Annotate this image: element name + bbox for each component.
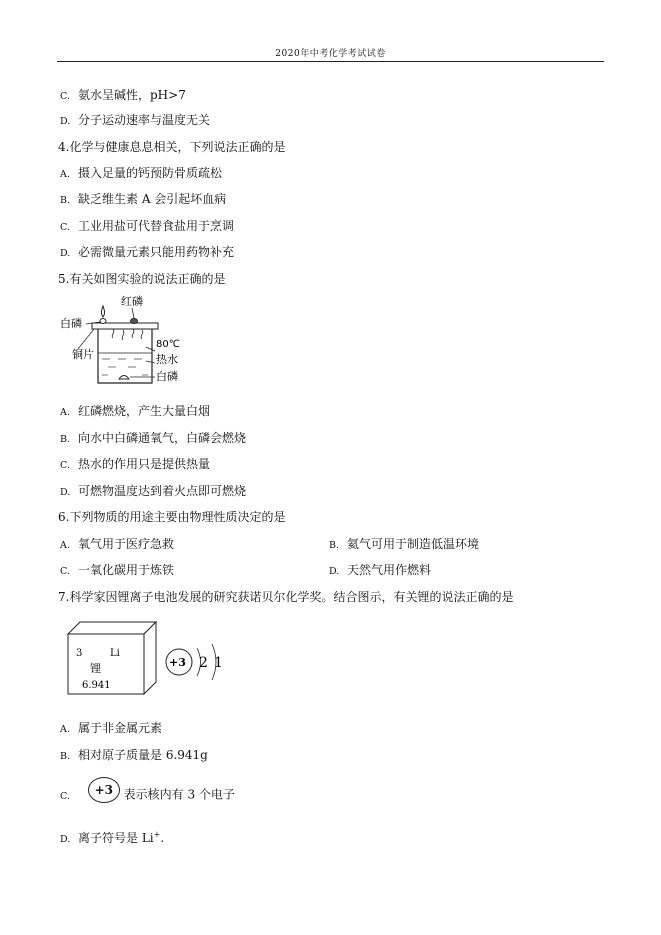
option-text: 氧气用于医疗急救 [78,537,175,551]
option-text: 分子运动速率与温度无关 [78,113,211,127]
q3-option-c [60,88,186,104]
label-temperature: 80℃ [156,339,180,350]
q7-option-d [60,828,164,847]
q4-option-b [60,192,226,208]
q5-option-a [60,404,210,420]
q4-option-a [60,166,222,182]
page-header: 2020年中考化学考试试卷 [275,49,386,59]
q7-option-a [60,721,162,737]
label-white-phosphorus-top: 白磷 [60,317,82,330]
option-text: 氨水呈碱性，pH>7 [78,88,186,102]
label-hot-water: 热水 [156,353,178,366]
option-label: D. [329,566,340,577]
option-text: 工业用盐可代替食盐用于烹调 [78,219,235,233]
q6-option-b [329,537,479,553]
shell-2-electrons: 1 [214,655,223,671]
q7-stem: 7.科学家因锂离子电池发展的研究获诺贝尔化学奖。结合图示，有关锂的说法正确的是 [58,590,514,604]
option-label: C. [60,222,70,233]
label-red-phosphorus: 红磷 [121,295,143,308]
option-label: D. [60,487,71,498]
lithium-element-figure [60,618,240,700]
option-text: 表示核内有 3 个电子 [123,787,235,802]
q7-option-c [60,783,235,804]
option-label: C. [60,460,70,471]
ion-charge: + [153,830,161,839]
option-text: 缺乏维生素 A 会引起坏血病 [78,192,227,206]
nucleus-charge: +3 [169,656,186,669]
option-text: 氦气可用于制造低温环境 [347,537,480,551]
q4-stem: 4.化学与健康息息相关，下列说法正确的是 [58,140,286,154]
option-label: C. [60,790,70,802]
option-label: C. [60,91,70,102]
option-text: 可燃物温度达到着火点即可燃烧 [78,484,247,498]
option-text: 相对原子质量是 6.941g [78,748,208,762]
q6-option-a [60,537,174,553]
q6-stem: 6.下列物质的用途主要由物理性质决定的是 [58,510,286,524]
q5-stem: 5.有关如图实验的说法正确的是 [58,272,226,286]
element-name: 锂 [90,662,101,675]
q5-option-c [60,457,210,473]
option-label: B. [60,434,71,445]
nucleus-symbol: +3 [88,777,120,803]
element-symbol: Li [110,648,120,659]
atomic-number: 3 [76,648,83,659]
option-label: A. [60,724,70,735]
option-text: 属于非金属元素 [78,721,163,735]
q5-option-d [60,484,246,500]
red-phosphorus [131,319,138,324]
option-text: 摄入足量的钙预防骨质疏松 [78,166,223,180]
option-label: B. [60,751,71,762]
option-label: D. [60,248,71,259]
option-text: 离子符号是 Li [78,831,154,845]
q4-option-d [60,245,234,261]
atomic-mass: 6.941 [82,680,111,691]
option-text: 向水中白磷通氧气，白磷会燃烧 [78,431,247,445]
option-text: 天然气用作燃料 [347,563,432,577]
q7-option-b [60,748,208,764]
q6-option-d [329,563,431,579]
shell-1-electrons: 2 [199,655,208,671]
option-label: B. [60,195,71,206]
option-label: D. [60,834,71,845]
option-label: A. [60,169,70,180]
q5-option-b [60,431,246,447]
combustion-experiment-figure [58,293,188,388]
option-label: D. [60,116,71,127]
label-white-phosphorus-bottom: 白磷 [156,370,178,383]
option-text: 一氧化碳用于炼铁 [78,563,175,577]
q4-option-c [60,219,234,235]
option-text: 红磷燃烧，产生大量白烟 [78,404,211,418]
white-phosphorus-in-water [119,376,129,380]
option-label: A. [60,407,70,418]
option-label: A. [60,540,70,551]
option-text: 热水的作用只是提供热量 [78,457,211,471]
option-text: 必需微量元素只能用药物补充 [78,245,235,259]
flame-icon [101,306,104,317]
option-label: B. [329,540,340,551]
option-label: C. [60,566,70,577]
option-tail: . [160,831,165,845]
q3-option-d [60,113,210,129]
label-copper-sheet: 铜片 [72,348,94,361]
header-rule [57,61,604,62]
white-phosphorus-on-plate [100,319,106,324]
q6-option-c [60,563,174,579]
